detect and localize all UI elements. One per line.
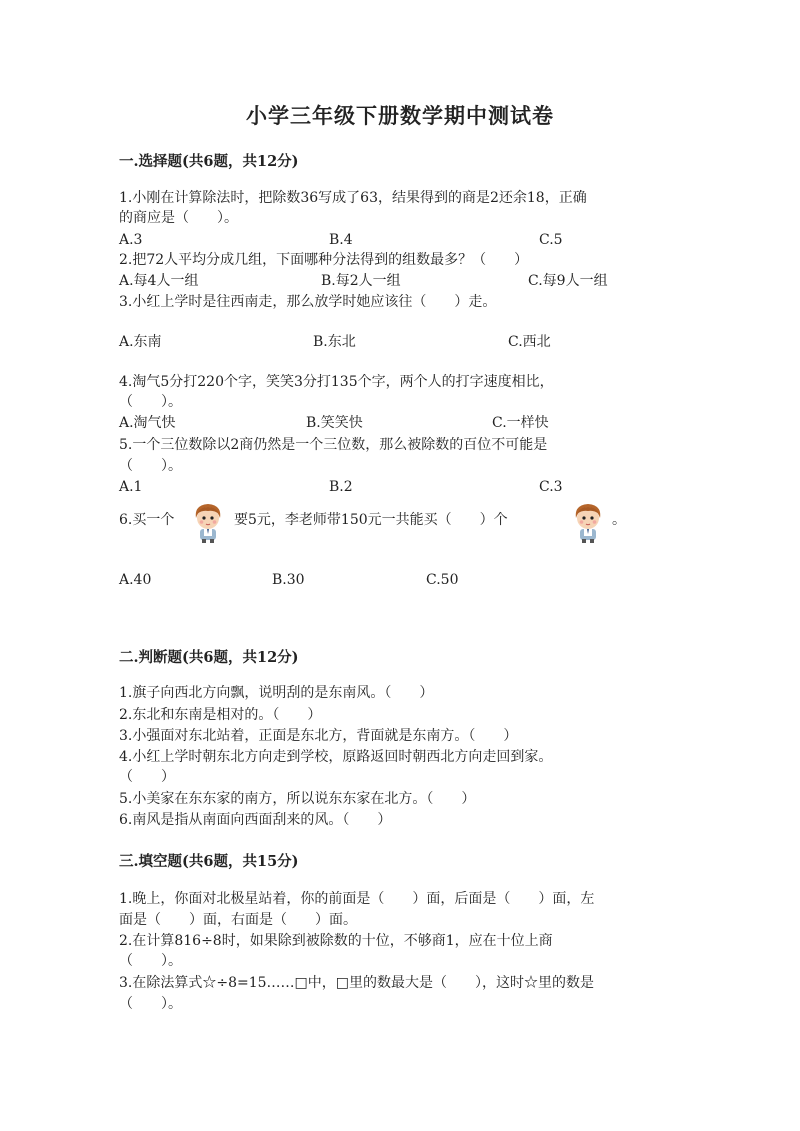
q1-option-a: A.3 xyxy=(119,232,143,248)
q6-text-part2: 要5元，李老师带150元一共能买（ ）个 xyxy=(234,512,508,528)
q6-option-b: B.30 xyxy=(272,572,305,588)
fill-line: （ ）。 xyxy=(119,953,182,969)
q5-line2: （ ）。 xyxy=(119,458,182,474)
boy-doll-icon xyxy=(570,500,606,544)
boy-doll-icon xyxy=(190,500,226,544)
q5-option-a: A.1 xyxy=(119,479,143,495)
q5-option-b: B.2 xyxy=(329,479,353,495)
page-title: 小学三年级下册数学期中测试卷 xyxy=(246,103,554,128)
q3-line1: 3.小红上学时是往西南走，那么放学时她应该往（ ）走。 xyxy=(119,294,497,310)
q4-option-a: A.淘气快 xyxy=(119,415,176,431)
section-heading-choice: 一.选择题(共6题，共12分) xyxy=(119,153,299,170)
fill-line: 2.在计算816÷8时，如果除到被除数的十位，不够商1，应在十位上商 xyxy=(119,933,553,949)
judge-line: 1.旗子向西北方向飘，说明刮的是东南风。（ ） xyxy=(119,685,434,701)
judge-line: 6.南风是指从南面向西面刮来的风。（ ） xyxy=(119,812,392,828)
fill-line: 3.在除法算式☆÷8=15……□中，□里的数最大是（ ），这时☆里的数是 xyxy=(119,975,594,991)
q4-option-c: C.一样快 xyxy=(492,415,549,431)
q3-option-b: B.东北 xyxy=(313,334,356,350)
fill-line: 1.晚上，你面对北极星站着，你的前面是（ ）面，后面是（ ）面，左 xyxy=(119,891,595,907)
q5-option-c: C.3 xyxy=(539,479,563,495)
judge-line: 5.小美家在东东家的南方，所以说东东家在北方。（ ） xyxy=(119,791,476,807)
q1-line1: 1.小刚在计算除法时，把除数36写成了63，结果得到的商是2还余18，正确 xyxy=(119,190,587,206)
q2-option-a: A.每4人一组 xyxy=(119,273,199,289)
q1-line2: 的商应是（ ）。 xyxy=(119,210,238,226)
section-heading-judge: 二.判断题(共6题，共12分) xyxy=(119,649,299,666)
q2-option-c: C.每9人一组 xyxy=(528,273,608,289)
q2-option-b: B.每2人一组 xyxy=(321,273,401,289)
fill-line: （ ）。 xyxy=(119,996,182,1012)
q6-option-c: C.50 xyxy=(426,572,459,588)
section-heading-fill: 三.填空题(共6题，共15分) xyxy=(119,853,299,870)
q4-line1: 4.淘气5分打220个字，笑笑3分打135个字，两个人的打字速度相比， xyxy=(119,374,554,390)
q1-option-b: B.4 xyxy=(329,232,353,248)
judge-line: 3.小强面对东北站着，正面是东北方，背面就是东南方。（ ） xyxy=(119,728,518,744)
q4-line2: （ ）。 xyxy=(119,394,182,410)
q3-option-a: A.东南 xyxy=(119,334,162,350)
judge-line: （ ） xyxy=(119,769,175,785)
q6-text-part1: 6.买一个 xyxy=(119,512,175,528)
q6-text-part3: 。 xyxy=(612,512,626,528)
q2-line1: 2.把72人平均分成几组，下面哪种分法得到的组数最多？（ ） xyxy=(119,252,529,268)
judge-line: 2.东北和东南是相对的。（ ） xyxy=(119,707,322,723)
fill-line: 面是（ ）面，右面是（ ）面。 xyxy=(119,912,357,928)
q3-option-c: C.西北 xyxy=(508,334,551,350)
q6-option-a: A.40 xyxy=(119,572,152,588)
judge-line: 4.小红上学时朝东北方向走到学校，原路返回时朝西北方向走回到家。 xyxy=(119,749,553,765)
q5-line1: 5.一个三位数除以2商仍然是一个三位数，那么被除数的百位不可能是 xyxy=(119,437,548,453)
q1-option-c: C.5 xyxy=(539,232,563,248)
q4-option-b: B.笑笑快 xyxy=(306,415,363,431)
